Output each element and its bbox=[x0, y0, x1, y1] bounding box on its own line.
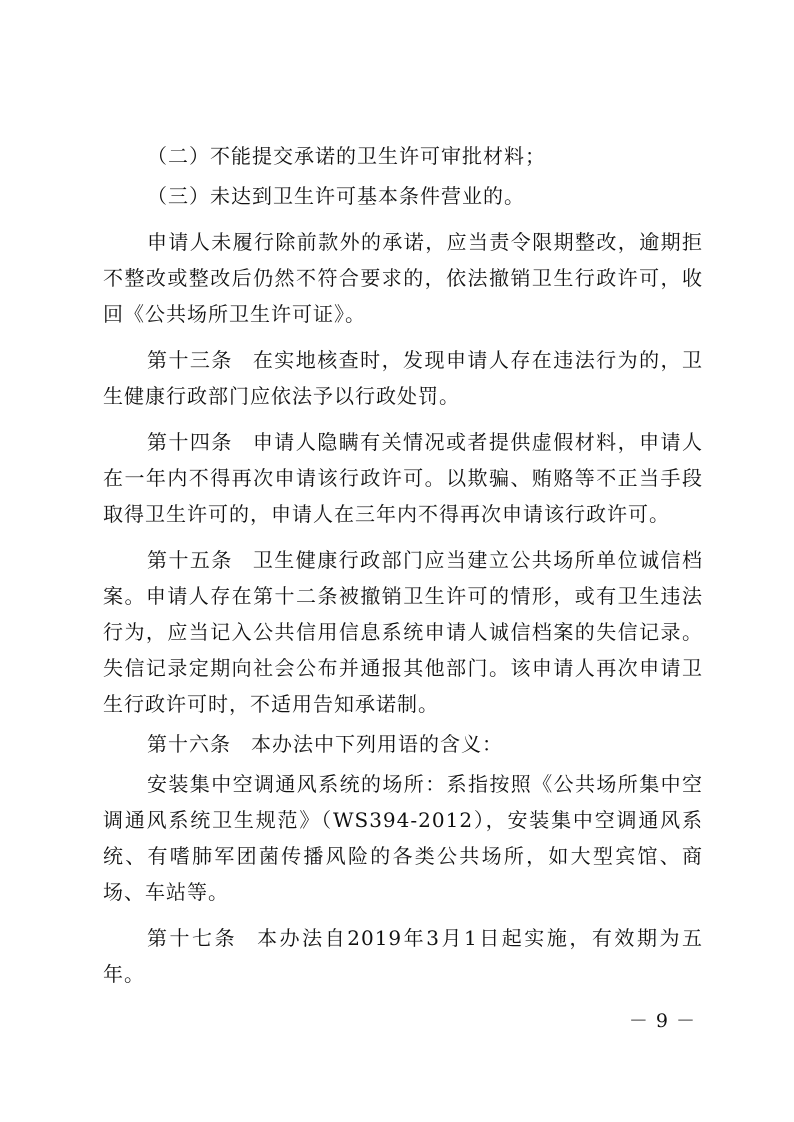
article-heading: 第十三条 bbox=[147, 348, 233, 372]
article-13 bbox=[103, 342, 703, 414]
paragraph-text: 在实地核查时，发现申请人存在违法行为的，卫生健康行政部门应依法予以行政处罚。 bbox=[103, 348, 704, 408]
article-heading: 第十五条 bbox=[147, 548, 233, 572]
paragraph-text: （三）未达到卫生许可基本条件营业的。 bbox=[147, 184, 525, 208]
page-number: － 9 － bbox=[628, 1010, 696, 1032]
paragraph-text: 本办法中下列用语的含义： bbox=[251, 732, 503, 756]
paragraph-text: 卫生健康行政部门应当建立公共场所单位诚信档案。申请人存在第十二条被撤销卫生许可的情形，或有卫生违法行为，应当记入公共信用信息系统申请人诚信档案的失信记录。失信记录定期向社会公布并通报其他部门。该申请人再次申请卫生行政许可时，不适用告知承诺制。 bbox=[103, 548, 704, 716]
article-14 bbox=[103, 424, 703, 532]
paragraph-text: 安装集中空调通风系统的场所：系指按照《公共场所集中空调通风系统卫生规范》（WS394-2012），安装集中空调通风系统、有嗜肺军团菌传播风险的各类公共场所，如大型宾馆、商场、车站等。 bbox=[103, 772, 703, 904]
paragraph-item-3 bbox=[103, 178, 703, 214]
paragraph-text: （二）不能提交承诺的卫生许可审批材料； bbox=[147, 144, 546, 168]
definition-central-ac bbox=[103, 766, 703, 910]
paragraph-text: 申请人未履行除前款外的承诺，应当责令限期整改，逾期拒不整改或整改后仍然不符合要求的，依法撤销卫生行政许可，收回《公共场所卫生许可证》。 bbox=[103, 230, 703, 326]
article-heading: 第十七条 bbox=[147, 926, 238, 950]
article-16 bbox=[103, 726, 703, 762]
article-15 bbox=[103, 542, 703, 722]
article-heading: 第十四条 bbox=[147, 430, 233, 454]
paragraph-text: 申请人隐瞒有关情况或者提供虚假材料，申请人在一年内不得再次申请该行政许可。以欺骗、贿赂等不正当手段取得卫生许可的，申请人在三年内不得再次申请该行政许可。 bbox=[103, 430, 704, 526]
paragraph-revoke-permit bbox=[103, 224, 703, 332]
paragraph-item-2 bbox=[103, 138, 703, 174]
document-body bbox=[103, 138, 703, 992]
paragraph-text: 本办法自2019年3月1日起实施，有效期为五年。 bbox=[103, 926, 703, 986]
article-17 bbox=[103, 920, 703, 992]
article-heading: 第十六条 bbox=[147, 732, 231, 756]
